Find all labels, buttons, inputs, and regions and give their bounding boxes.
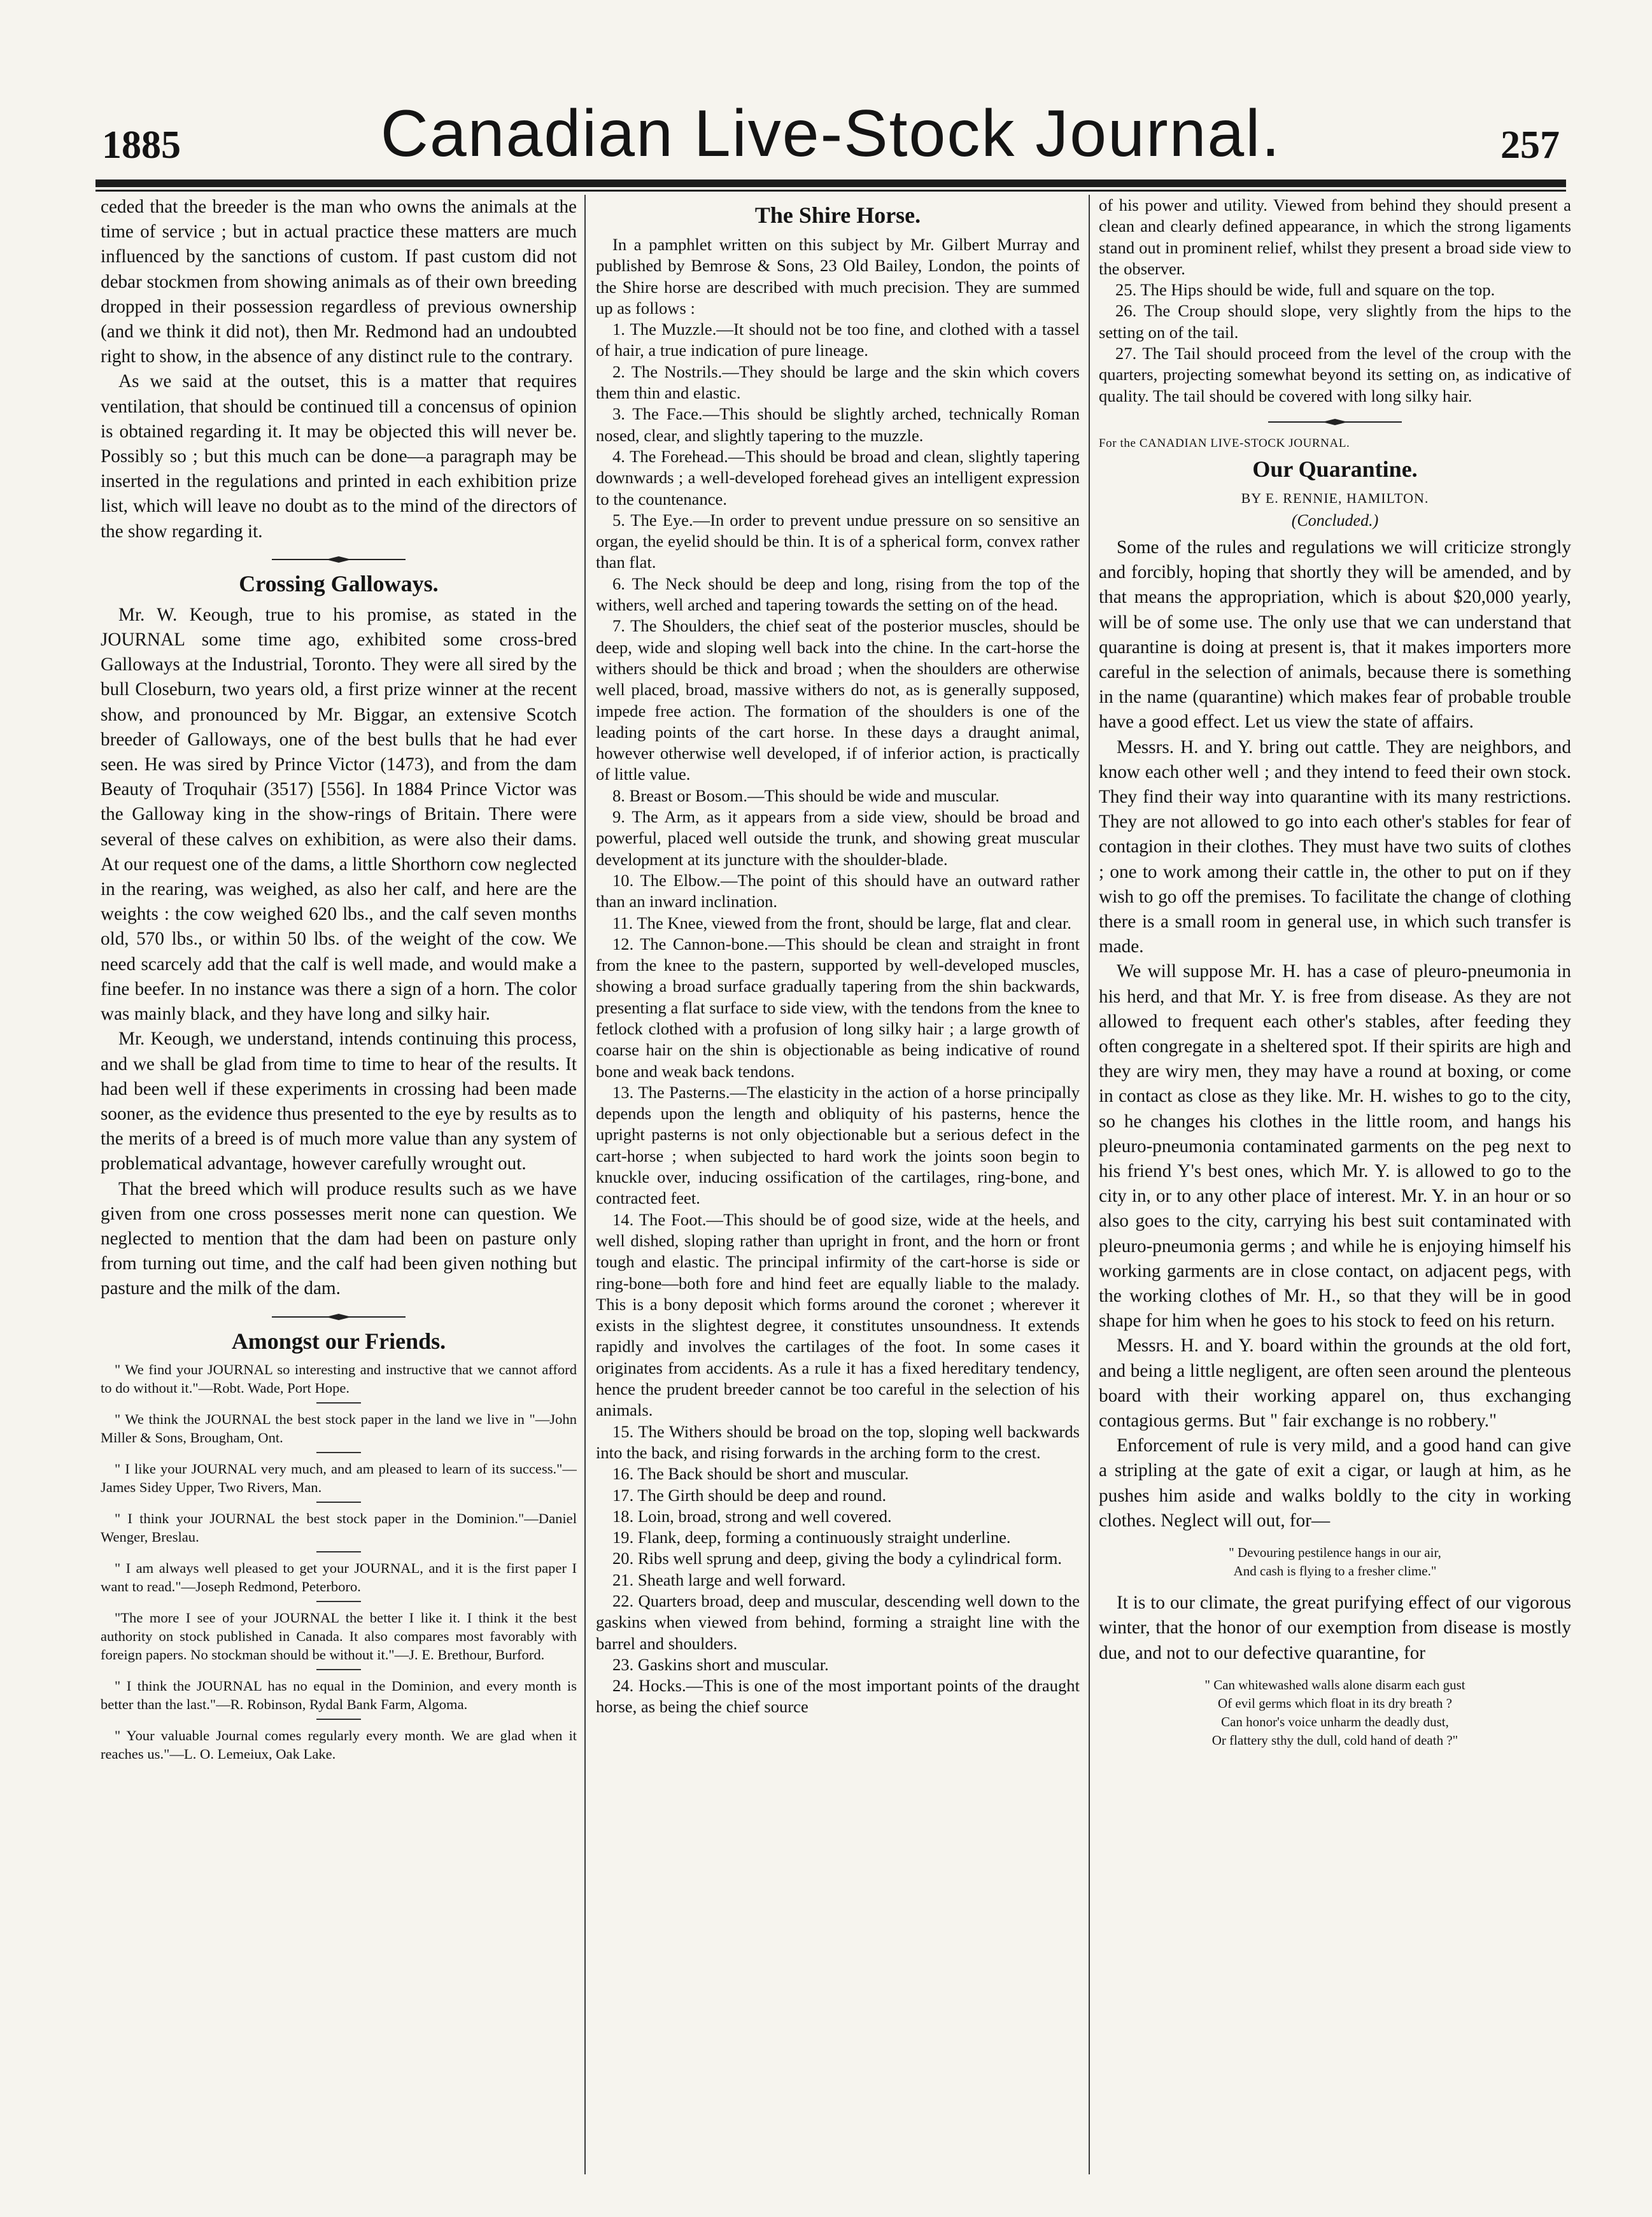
page-number: 257 [1500, 123, 1560, 167]
spacer [1099, 1533, 1571, 1540]
shire-point: 18. Loin, broad, strong and well covered. [612, 1506, 892, 1526]
testimonial: "The more I see of your JOURNAL the better I like it. I think it the best authority on stock published in Canada. It also compares most favorably with foreign papers. No stockman should be without it."—J. E. Brethour, Burford. [101, 1609, 577, 1663]
column-middle [596, 195, 1080, 2174]
shire-point: 26. The Croup should slope, very slightly from the hips to the setting on of the tail. [1099, 301, 1571, 342]
shire-point: 14. The Foot.—This should be of good size, wide at the heels, and well dished, sloping rather than upright in front, and the horn or front tough and elastic. The principal infirmity of the cart-horse is side or ring-bone—both fore and hind feet are equally liable to the malady. This is a bony deposit which forms around the coronet ; wherever it exists in the slightest degree, it constitutes unsoundness. It extends rapidly and involves the cartilages of the foot. In some cases it originates from accidents. As a rule it has a fixed hereditary tendency, hence the prudent breeder cannot be too careful in the selection of his animals. [596, 1209, 1080, 1420]
shire-point: 6. The Neck should be deep and long, rising from the top of the withers, well arched and tapering towards the setting on of the head. [596, 574, 1080, 615]
testimonial-separator [316, 1402, 361, 1404]
quote-line: Of evil germs which float in its dry breath ? [1218, 1695, 1452, 1711]
paragraph: ceded that the breeder is the man who owns the animals at the time of service ; but in actual practice these matters are much influenced by the sanctions of custom. If past custom did not debar stockmen from showing animals as of their own breeding dropped in their possession regardless of previous ownership (and we think it did not), then Mr. Redmond had an undoubted right to show, in the absence of any distinct rule to the contrary. [101, 197, 577, 367]
shire-point: 15. The Withers should be broad on the top, sloping well backwards into the back, and rising forwards in the arching form to the crest. [596, 1421, 1080, 1462]
shire-point: 20. Ribs well sprung and deep, giving the body a cylindrical form. [612, 1549, 1063, 1568]
paragraph: That the breed which will produce results such as we have given from one cross possesses merit none can question. We neglected to mention that the dam had been on pasture only from turning out time, and the calf had been given nothing but pasture and the milk of the dam. [101, 1178, 577, 1299]
paragraph: As we said at the outset, this is a matter that requires ventilation, that should be continued till a concensus of opinion is obtained regarding it. It may be objected this will never be. Possibly so ; but this much can be done—a paragraph may be inserted in the regulations and printed in each exhibition prize list, which will leave no doubt as to the mind of the directors of the show regarding it. [101, 371, 577, 542]
shire-horse-article-continued [1099, 195, 1571, 407]
crossing-galloways-article [101, 603, 577, 1302]
shire-point: 1. The Muzzle.—It should not be too fine, and clothed with a tassel of hair, a true indication of pure lineage. [596, 320, 1080, 360]
shire-point: 21. Sheath large and well forward. [612, 1570, 846, 1589]
our-quarantine-heading: Our Quarantine. [1252, 456, 1418, 482]
shire-point: 25. The Hips should be wide, full and square on the top. [1115, 280, 1495, 300]
shire-point: 5. The Eye.—In order to prevent undue pressure on so sensitive an organ, the eyelid should be thin. It is of a spherical form, convex rather than flat. [596, 510, 1080, 572]
spacer [1099, 1666, 1571, 1672]
paragraph: We will suppose Mr. H. has a case of pleuro-pneumonia in his herd, and that Mr. Y. is free from disease. As they are not allowed to frequent each other's stables, after feeding they often congregate in a sheltered spot. If their spirits are high and they are wiry men, they may have a round at boxing, or come in contact as close as they like. Mr. H. wishes to go to the city, so he changes his clothes in the little room, and hangs his pleuro-pneumonia contaminated garments on the peg next to his friend Y's best ones, which Mr. Y. is allowed to go to the city in, or to any other place of interest. Mr. Y. in an hour or so also goes to the city, carrying his best suit contaminated with pleuro-pneumonia germs ; and while he is enjoying himself his working garments are in close contact, on adjacent pegs, with the working clothes of Mr. H., so that they will be in good shape for him when he goes to his stock to feed on his return. [1099, 961, 1571, 1332]
byline: BY E. RENNIE, HAMILTON. [1241, 489, 1429, 506]
quote-line: Can honor's voice unharm the deadly dust, [1221, 1714, 1449, 1729]
masthead-rule-thin [95, 190, 1566, 192]
contributor-line: For the CANADIAN LIVE-STOCK JOURNAL. [1099, 436, 1350, 450]
quote-line: " Can whitewashed walls alone disarm each gust [1204, 1677, 1465, 1693]
shire-point: 3. The Face.—This should be slightly arched, technically Roman nosed, clear, and slightly tapering to the muzzle. [596, 404, 1080, 445]
exhibition-article-continued [101, 195, 577, 544]
shire-point: 9. The Arm, as it appears from a side view, should be broad and powerful, placed well outside the trunk, and showing great muscular development at its juncture with the shoulder-blade. [596, 807, 1080, 869]
issue-year: 1885 [102, 123, 181, 167]
testimonial: " Your valuable Journal comes regularly every month. We are glad when it reaches us."—L. O. Lemeiux, Oak Lake. [101, 1727, 577, 1762]
testimonial: " I think your JOURNAL the best stock paper in the Dominion."—Daniel Wenger, Breslau. [101, 1510, 577, 1545]
testimonial: " We find your JOURNAL so interesting and instructive that we cannot afford to do without it."—Robt. Wade, Port Hope. [101, 1361, 577, 1396]
paragraph: Some of the rules and regulations we will criticize strongly and forcibly, hoping that shortly they will be amended, and by that means the appropriation, which is about $20,000 yearly, will be of some use. The only use that we can understand that quarantine is doing at present is, that it makes importers more careful in the selection of animals, because there is something in the name (quarantine) which makes fear of probable trouble have a good effect. Let us view the state of affairs. [1099, 537, 1571, 733]
column-divider [1089, 195, 1090, 2174]
paragraph: Messrs. H. and Y. board within the grounds at the old fort, and being a little negligent, are often seen around the plenteous board with their working apparel on, thus exchanging contagious germs. But " fair exchange is no robbery." [1099, 1335, 1571, 1432]
shire-point: 23. Gaskins short and muscular. [612, 1654, 829, 1674]
testimonials-list [101, 1360, 577, 1763]
paragraph: Mr. W. Keough, true to his promise, as stated in the JOURNAL some time ago, exhibited some cross-bred Galloways at the Industrial, Toronto. They were all sired by the bull Closeburn, two years old, a first prize winner at the recent show, and pronounced by Mr. Biggar, an extensive Scotch breeder of Galloways, one of the best bulls that he had ever seen. He was sired by Prince Victor (1473), and from the dam Beauty of Troquhair (3517) [556]. In 1884 Prince Victor was the Galloway king in the show-rings of Britain. There were several of these calves on exhibition, as were also their dams. At our request one of the dams, a little Shorthorn cow neglected in the rearing, was weighed, as also her calf, and here are the weights : the cow weighed 620 lbs., and the calf seven months old, 570 lbs., or within 50 lbs. of the weight of the cow. We need scarcely add that the calf is well made, and would make a fine beefer. In no instance was there a sign of a horn. The color was mainly black, and they have long and silky hair. [101, 604, 577, 1025]
shire-point: 7. The Shoulders, the chief seat of the posterior muscles, should be deep, wide and sloping well back into the chine. In the cart-horse the withers should be thick and broad ; when the shoulders are otherwise well placed, broad, massive withers do not, as is generally supposed, impede free action. The formation of the shoulders is one of the leading points of the cart horse. In these days a draught animal, however otherwise well developed, if of inferior action, is practically of little value. [596, 616, 1080, 784]
testimonial-separator [316, 1452, 361, 1453]
masthead [95, 95, 1566, 172]
quote-line: And cash is flying to a fresher clime." [1233, 1563, 1437, 1579]
shire-point: 22. Quarters broad, deep and muscular, descending well down to the gaskins when viewed from behind, forming a straight line with the barrel and shoulders. [596, 1591, 1080, 1653]
shire-point: 10. The Elbow.—The point of this should have an outward rather than an inward inclination. [596, 870, 1080, 911]
shire-point: 8. Breast or Bosom.—This should be wide and muscular. [612, 785, 999, 805]
testimonial-separator [316, 1551, 361, 1552]
quote-line: " Devouring pestilence hangs in our air, [1229, 1545, 1441, 1561]
quarantine-article [1099, 435, 1571, 1750]
column-right [1099, 195, 1571, 2174]
shire-point: 4. The Forehead.—This should be broad and clean, slightly tapering downwards ; a well-developed forehead gives an intelligent expression to the countenance. [596, 446, 1080, 509]
shire-point: 16. The Back should be short and muscular. [612, 1464, 909, 1484]
crossing-galloways-heading: Crossing Galloways. [239, 570, 439, 596]
shire-point: 13. The Pasterns.—The elasticity in the action of a horse principally depends upon the length and obliquity of his pasterns, hence the upright pasterns is not only objectionable but a serious defect in the cart-horse ; when subjected to hard work the joints soon begin to knuckle over, inducing ossification of the cartilages, ring-bone, and contracted feet. [596, 1082, 1080, 1208]
concluded-note: (Concluded.) [1291, 510, 1379, 530]
column-left [101, 195, 577, 2174]
paragraph: Mr. Keough, we understand, intends continuing this process, and we shall be glad from time to time to hear of the results. It had been well if these experiments in crossing had been made sooner, as the evidence thus presented to the eye by results as to the merits of a breed is of much more value than any system of problematical advantage, however carefully wrought out. [101, 1029, 577, 1174]
testimonial: " I like your JOURNAL very much, and am pleased to learn of its success."—James Sidey Upper, Two Rivers, Man. [101, 1460, 577, 1495]
paragraph: Messrs. H. and Y. bring out cattle. They are neighbors, and know each other well ; and they intend to feed their own stock. They find their way into quarantine with its many restrictions. They are not allowed to go into each other's stables for fear of contagion in their clothes. They must have two suits of clothes ; one to work among their cattle in, the other to put on if they wish to go off the premises. To facilitate the change of clothing there is a small room in general use, in which such transfer is made. [1099, 736, 1571, 957]
shire-point: 12. The Cannon-bone.—This should be clean and straight in front from the knee to the pastern, supported by well-developed muscles, showing a broad surface gradually tapering from the shin backwards, presenting a flat surface to side view, with the tendons from the knee to fetlock clothed with a profusion of long silky hair ; a large growth of coarse hair on the shin is objectionable as being indicative of round bone and weak back tendons. [596, 934, 1080, 1081]
paragraph: Enforcement of rule is very mild, and a good hand can give a stripling at the gate of exit a cigar, or laugh at him, as he pushes him aside and walks boldly to the city in working clothes. Neglect will out, for— [1099, 1435, 1571, 1531]
paragraph: In a pamphlet written on this subject by Mr. Gilbert Murray and published by Bemrose & Sons, 23 Old Bailey, London, the points of the Shire horse are described with much precision. They are summed up as follows : [596, 235, 1080, 318]
testimonial-separator [316, 1601, 361, 1602]
testimonial: " We think the JOURNAL the best stock paper in the land we live in "—John Miller & Sons, Brougham, Ont. [101, 1411, 577, 1446]
shire-point: 17. The Girth should be deep and round. [612, 1485, 887, 1505]
testimonial: " I am always well pleased to get your JOURNAL, and it is the first paper I want to read."—Joseph Redmond, Peterboro. [101, 1559, 577, 1594]
testimonial-separator [316, 1719, 361, 1720]
paragraph: of his power and utility. Viewed from behind they should present a clean and clearly defined appearance, in which the strong ligaments stand out in prominent relief, whilst they present a broad side view to the observer. [1099, 195, 1571, 278]
quote-line: Or flattery sthy the dull, cold hand of death ?" [1211, 1732, 1458, 1748]
column-divider [584, 195, 586, 2174]
shire-point: 11. The Knee, viewed from the front, should be large, flat and clear. [612, 913, 1071, 933]
shire-horse-heading: The Shire Horse. [754, 202, 921, 228]
masthead-rule [95, 179, 1566, 187]
testimonial-separator [316, 1669, 361, 1670]
shire-point: 27. The Tail should proceed from the level of the croup with the quarters, projecting somewhat beyond its setting on, as indicative of quality. The tail should be covered with long silky hair. [1099, 344, 1571, 405]
spacer [1099, 1584, 1571, 1591]
shire-point: 19. Flank, deep, forming a continuously straight underline. [612, 1528, 1011, 1547]
section-divider-ornament [272, 556, 406, 563]
testimonial: " I think the JOURNAL has no equal in the Dominion, and every month is better than the last."—R. Robinson, Rydal Bank Farm, Algoma. [101, 1677, 577, 1712]
shire-point: 2. The Nostrils.—They should be large and the skin which covers them thin and elastic. [596, 362, 1080, 403]
testimonial-separator [316, 1502, 361, 1503]
section-divider-ornament [1268, 418, 1402, 426]
shire-point: 24. Hocks.—This is one of the most important points of the draught horse, as being the chief source [596, 1676, 1080, 1717]
amongst-our-friends-heading: Amongst our Friends. [231, 1328, 446, 1354]
section-divider-ornament [272, 1313, 406, 1321]
paragraph: It is to our climate, the great purifying effect of our vigorous winter, that the honor of our exemption from disease is mostly due, and not to our defective quarantine, for [1099, 1593, 1571, 1663]
shire-horse-article [596, 234, 1080, 1718]
journal-title: Canadian Live-Stock Journal. [380, 97, 1281, 171]
